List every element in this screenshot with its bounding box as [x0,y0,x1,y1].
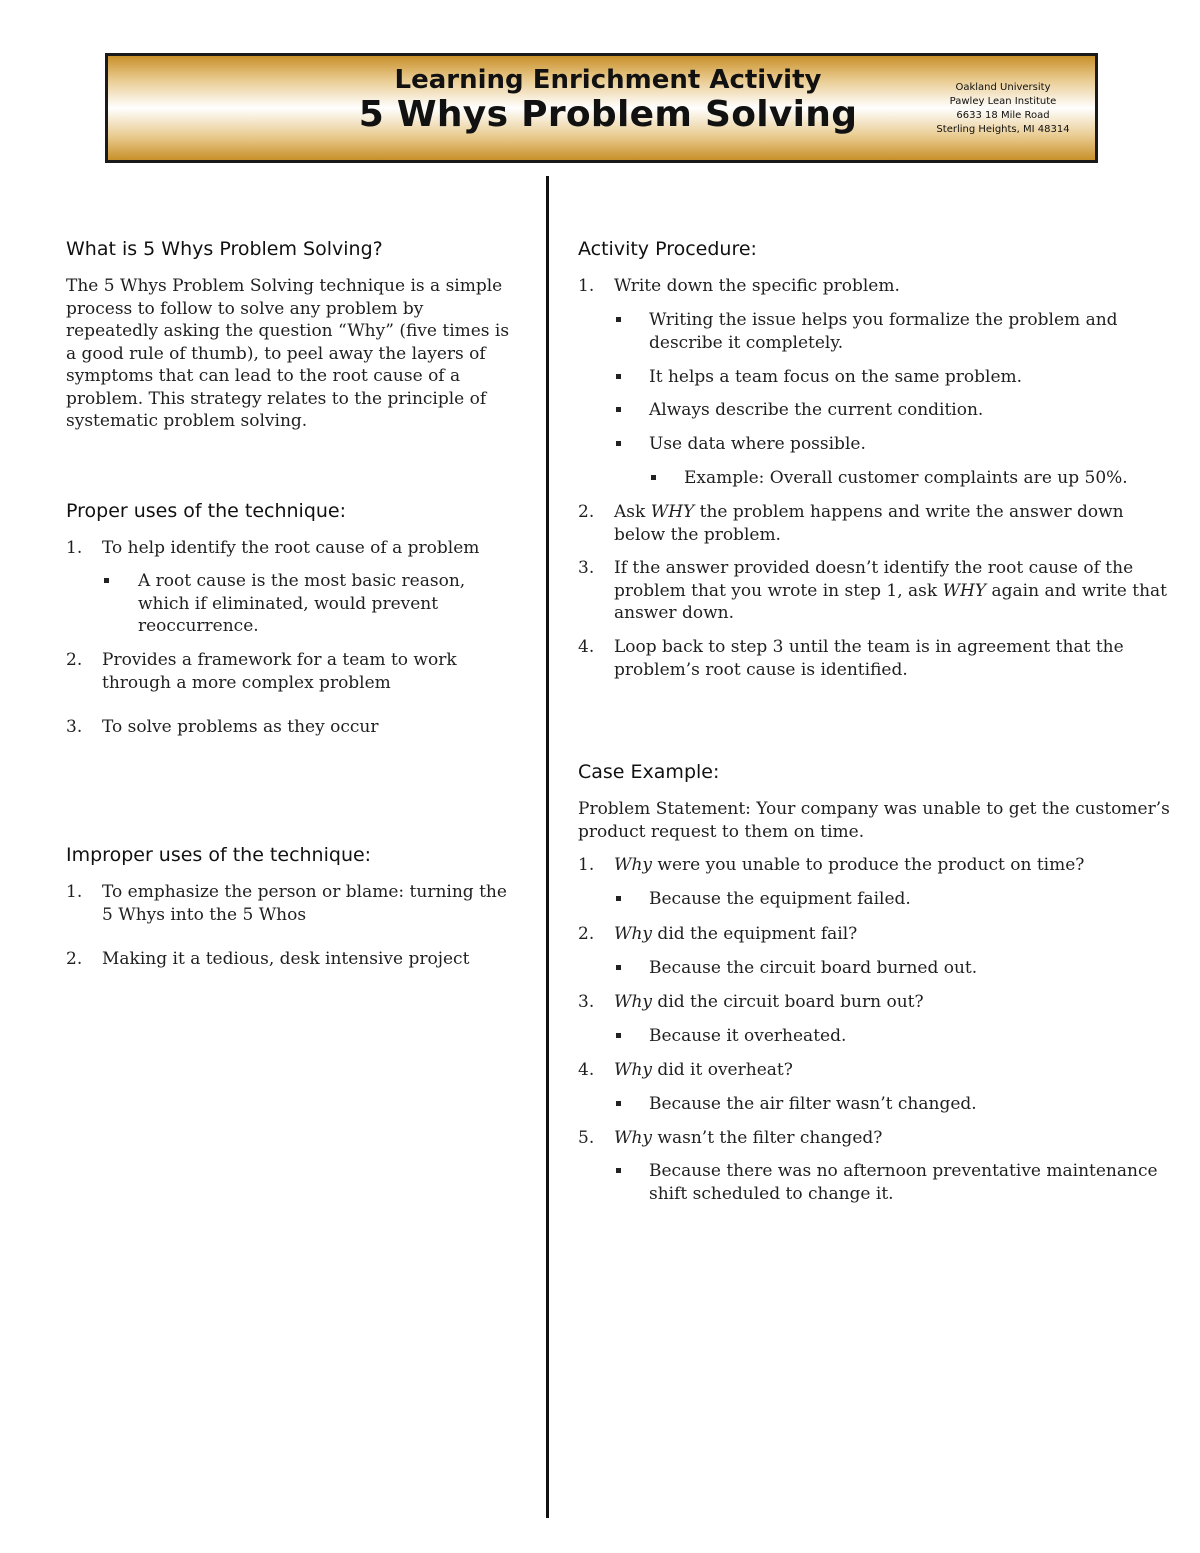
list-item: To solve problems as they occur [102,717,379,737]
address-line: Pawley Lean Institute [949,96,1057,107]
header-subtitle: Learning Enrichment Activity [394,65,822,95]
list-item-line: through a more complex problem [102,672,391,693]
procedure-step-line [614,580,1167,603]
why-answer: Because it overheated. [649,1026,847,1046]
text-run: again and write that [986,580,1167,601]
text-run: did it overheat? [652,1060,793,1080]
list-number: 3. [66,717,83,737]
list-item-line: 5 Whys into the 5 Whos [102,904,307,925]
section-heading-what: What is 5 Whys Problem Solving? [66,238,383,260]
why-question [614,1127,882,1150]
bullet-square-icon [616,317,621,322]
header-banner [105,53,1098,163]
list-number: 2. [578,502,595,522]
address-line: 6633 18 Mile Road [956,110,1050,121]
why-question [614,991,924,1014]
column-divider [546,176,549,1518]
list-number: 1. [66,538,83,558]
procedure-step-line: problem’s root cause is identified. [614,659,908,680]
why-emphasis: Why [614,992,653,1012]
list-number: 2. [66,949,83,969]
list-item: Making it a tedious, desk intensive project [102,949,470,969]
paragraph-line: process to follow to solve any problem by [66,298,424,319]
section-heading-case: Case Example: [578,761,720,783]
text-run: did the circuit board burn out? [652,992,924,1012]
why-emphasis: Why [614,1128,653,1148]
list-number: 2. [578,924,595,944]
list-number: 1. [578,276,595,296]
list-number: 3. [578,558,595,578]
procedure-step-line: Loop back to step 3 until the team is in agreement that the [614,637,1124,657]
why-answer-line: shift scheduled to change it. [649,1183,894,1204]
bullet-square-icon [616,407,621,412]
list-item: To help identify the root cause of a problem [102,538,480,558]
why-answer: Because the air filter wasn’t changed. [649,1094,977,1114]
procedure-step: Write down the specific problem. [614,276,900,296]
procedure-step-line: below the problem. [614,524,781,545]
text-run: did the equipment fail? [652,924,858,944]
bullet-item: Always describe the current condition. [649,400,984,420]
paragraph-line: problem. This strategy relates to the principle of [66,388,487,409]
procedure-step-line [614,501,1124,524]
address-line: Oakland University [955,82,1051,93]
bullet-square-icon [616,441,621,446]
section-heading-procedure: Activity Procedure: [578,238,757,260]
why-emphasis: Why [614,924,653,944]
bullet-item-line: which if eliminated, would prevent [138,593,439,614]
list-item-line: Provides a framework for a team to work [102,650,457,670]
why-question [614,923,857,946]
why-answer: Because the circuit board burned out. [649,958,978,978]
bullet-item-line: reoccurrence. [138,616,259,636]
statement-line: product request to them on time. [578,821,865,842]
procedure-step-line: answer down. [614,603,734,623]
emphasis-text: WHY [650,502,695,522]
statement-line: Problem Statement: Your company was unable to get the customer’s [578,799,1170,819]
page-title: 5 Whys Problem Solving [358,94,858,135]
list-number: 2. [66,650,83,670]
section-heading-proper: Proper uses of the technique: [66,500,347,522]
paragraph-line: a good rule of thumb), to peel away the layers of [66,343,486,364]
why-question [614,1059,793,1082]
text-run: were you unable to produce the product on time? [652,855,1085,875]
text-run: Ask [614,502,651,522]
bullet-item: It helps a team focus on the same problem. [649,367,1023,387]
address-line: Sterling Heights, MI 48314 [936,124,1070,135]
bullet-item-line: A root cause is the most basic reason, [138,571,466,591]
why-question [614,854,1084,877]
why-answer-line: Because there was no afternoon preventative maintenance [649,1161,1158,1181]
paragraph-line: repeatedly asking the question “Why” (five times is [66,321,510,341]
paragraph-line: symptoms that can lead to the root cause of a [66,366,461,386]
procedure-step-line: If the answer provided doesn’t identify the root cause of the [614,558,1134,578]
paragraph-line: The 5 Whys Problem Solving technique is a simple [66,276,503,296]
list-number: 5. [578,1128,595,1148]
sub-bullet-item: Example: Overall customer complaints are up 50%. [684,468,1128,488]
paragraph-line: systematic problem solving. [66,411,308,431]
emphasis-text: WHY [942,580,987,601]
bullet-square-icon [616,374,621,379]
bullet-square-icon [616,1033,621,1038]
bullet-square-icon [616,1168,621,1173]
text-run: wasn’t the filter changed? [652,1128,883,1148]
bullet-square-icon [104,578,109,583]
list-item-line: To emphasize the person or blame: turning the [102,882,507,902]
list-number: 4. [578,1060,595,1080]
why-emphasis: Why [614,1060,653,1080]
section-heading-improper: Improper uses of the technique: [66,844,372,866]
bullet-item-line: Writing the issue helps you formalize the problem and [649,310,1118,330]
bullet-square-icon [651,475,656,480]
text-run: the problem happens and write the answer down [694,502,1124,522]
bullet-square-icon [616,1101,621,1106]
bullet-square-icon [616,896,621,901]
list-number: 1. [66,882,83,902]
bullet-square-icon [616,965,621,970]
why-answer: Because the equipment failed. [649,889,911,909]
bullet-item-line: describe it completely. [649,332,844,353]
bullet-item: Use data where possible. [649,434,866,454]
institution-address [908,81,1098,137]
list-number: 3. [578,992,595,1012]
text-run: problem that you wrote in step 1, ask [614,580,943,601]
why-emphasis: Why [614,855,653,875]
list-number: 1. [578,855,595,875]
list-number: 4. [578,637,595,657]
